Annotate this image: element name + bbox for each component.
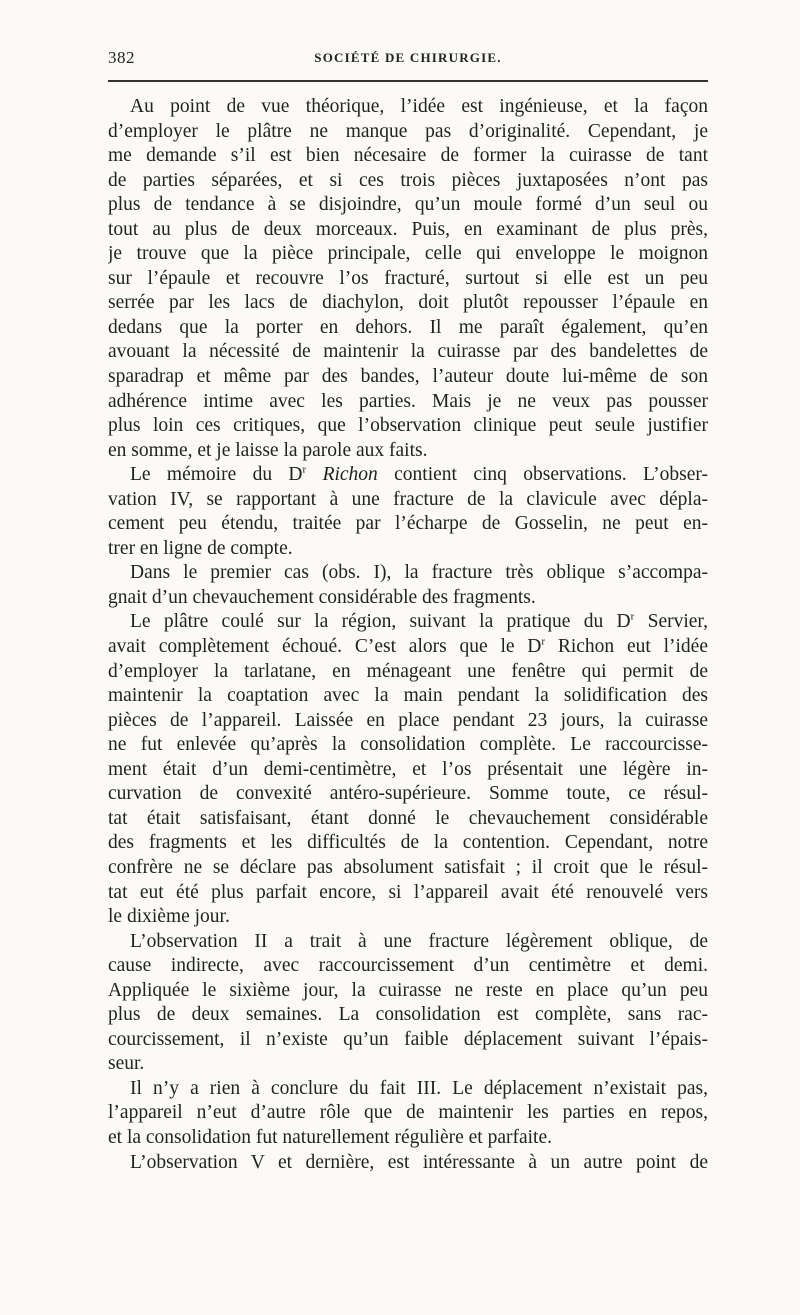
text-run: plus de tendance à se disjoindre, qu’un moule formé d’un seul ou bbox=[108, 194, 708, 216]
text-line bbox=[108, 635, 708, 660]
text-run: tout au plus de deux morceaux. Puis, en examinant de plus près, bbox=[108, 218, 708, 240]
text-run: confrère ne se déclare pas absolument satisfait ; il croit que le résul- bbox=[108, 856, 708, 878]
text-line bbox=[108, 1077, 708, 1102]
text-line bbox=[108, 856, 708, 881]
text-line bbox=[108, 758, 708, 783]
text-line bbox=[108, 831, 708, 856]
text-run: cement peu étendu, traitée par l’écharpe de Gosselin, ne peut en- bbox=[108, 513, 708, 535]
text-line bbox=[108, 782, 708, 807]
text-line bbox=[108, 1028, 708, 1053]
text-line bbox=[108, 979, 708, 1004]
text-line bbox=[108, 709, 708, 734]
text-run: plus loin ces critiques, que l’observation clinique peut seule justifier bbox=[108, 415, 708, 437]
text-line bbox=[108, 733, 708, 758]
text-run: je trouve que la pièce principale, celle qui enveloppe le moignon bbox=[108, 243, 708, 265]
superscript: r bbox=[630, 610, 635, 623]
text-run: vation IV, se rapportant à une fracture de la clavicule avec dépla- bbox=[108, 488, 708, 510]
text-line bbox=[108, 1052, 708, 1077]
text-run: de parties séparées, et si ces trois pièces juxtaposées n’ont pas bbox=[108, 169, 708, 191]
text-line bbox=[108, 488, 708, 513]
text-line bbox=[108, 1151, 708, 1176]
text-run: dedans que la porter en dehors. Il me paraît également, qu’en bbox=[108, 316, 708, 338]
text-line bbox=[108, 439, 708, 464]
text-run: ment était d’un demi-centimètre, et l’os présentait une légère in- bbox=[108, 758, 708, 780]
text-line bbox=[108, 881, 708, 906]
text-line bbox=[108, 807, 708, 832]
text-run: en somme, et je laisse la parole aux faits. bbox=[108, 439, 428, 461]
text-line bbox=[108, 95, 708, 120]
text-run: seur. bbox=[108, 1053, 145, 1075]
text-line bbox=[108, 390, 708, 415]
text-run: L’observation V et dernière, est intéressante à un autre point de bbox=[130, 1151, 708, 1173]
text-run: serrée par les lacs de diachylon, doit plutôt repousser l’épaule en bbox=[108, 292, 708, 314]
text-line bbox=[108, 1003, 708, 1028]
text-line bbox=[108, 1101, 708, 1126]
text-run: avait complètement échoué. C’est alors que le D bbox=[108, 636, 542, 658]
text-run: des fragments et les difficultés de la contention. Cependant, notre bbox=[108, 832, 708, 854]
text-line bbox=[108, 218, 708, 243]
text-line bbox=[108, 905, 708, 930]
text-run: contient cinq observations. L’obser- bbox=[377, 464, 708, 486]
text-run: avouant la nécessité de maintenir la cuirasse par des bandelettes de bbox=[108, 341, 708, 363]
text-line bbox=[108, 684, 708, 709]
header-rule bbox=[108, 80, 708, 82]
text-run: Au point de vue théorique, l’idée est ingénieuse, et la façon bbox=[130, 96, 708, 117]
text-run: Richon eut l’idée bbox=[545, 636, 708, 658]
text-line bbox=[108, 954, 708, 979]
text-line bbox=[108, 144, 708, 169]
text-line bbox=[108, 463, 708, 488]
text-run: gnait d’un chevauchement considérable des fragments. bbox=[108, 586, 536, 608]
text-run: trer en ligne de compte. bbox=[108, 537, 293, 559]
text-line bbox=[108, 512, 708, 537]
text-run: Le plâtre coulé sur la région, suivant la pratique du D bbox=[130, 611, 631, 633]
text-run: maintenir la coaptation avec la main pendant la solidification des bbox=[108, 685, 708, 707]
text-run: d’employer le plâtre ne manque pas d’originalité. Cependant, je bbox=[108, 120, 708, 142]
text-line bbox=[108, 120, 708, 145]
author-name: Richon bbox=[322, 464, 378, 486]
superscript: r bbox=[302, 463, 307, 476]
text-run: me demande s’il est bien nécesaire de former la cuirasse de tant bbox=[108, 145, 708, 167]
text-run: L’observation II a trait à une fracture légèrement oblique, de bbox=[130, 930, 708, 952]
running-head: SOCIÉTÉ DE CHIRURGIE. bbox=[314, 50, 502, 65]
text-run: cause indirecte, avec raccourcissement d’un centimètre et demi. bbox=[108, 955, 708, 977]
text-run: courcissement, il n’existe qu’un faible déplacement suivant l’épais- bbox=[108, 1028, 708, 1050]
text-run: et la consolidation fut naturellement régulière et parfaite. bbox=[108, 1126, 552, 1148]
text-run: pièces de l’appareil. Laissée en place pendant 23 jours, la cuirasse bbox=[108, 709, 708, 731]
body-text bbox=[108, 95, 708, 1175]
text-run: Le mémoire du D bbox=[130, 464, 303, 486]
text-run: Dans le premier cas (obs. I), la fracture très oblique s’accompa- bbox=[130, 562, 708, 584]
text-line bbox=[108, 242, 708, 267]
text-line bbox=[108, 660, 708, 685]
text-line bbox=[108, 537, 708, 562]
text-line bbox=[108, 291, 708, 316]
text-line bbox=[108, 930, 708, 955]
text-line bbox=[108, 365, 708, 390]
text-line bbox=[108, 414, 708, 439]
text-line bbox=[108, 267, 708, 292]
text-run: l’appareil n’eut d’autre rôle que de maintenir les parties en repos, bbox=[108, 1102, 708, 1124]
page-header bbox=[108, 48, 708, 70]
text-line bbox=[108, 340, 708, 365]
text-run: adhérence intime avec les parties. Mais je ne veux pas pousser bbox=[108, 390, 708, 412]
text-run: le dixième jour. bbox=[108, 906, 230, 928]
text-line bbox=[108, 610, 708, 635]
text-run: tat était satisfaisant, étant donné le chevauchement considérable bbox=[108, 807, 708, 829]
text-run: Il n’y a rien à conclure du fait III. Le déplacement n’existait pas, bbox=[130, 1077, 708, 1099]
text-run: sparadrap et même par des bandes, l’auteur doute lui-même de son bbox=[108, 366, 708, 388]
text-line bbox=[108, 316, 708, 341]
text-line bbox=[108, 169, 708, 194]
text-run: d’employer la tarlatane, en ménageant une fenêtre qui permit de bbox=[108, 660, 708, 682]
text-line bbox=[108, 586, 708, 611]
page-number: 382 bbox=[108, 48, 135, 67]
text-run: tat eut été plus parfait encore, si l’appareil avait été renouvelé vers bbox=[108, 881, 708, 903]
text-run: ne fut enlevée qu’après la consolidation complète. Le raccourcisse- bbox=[108, 734, 708, 756]
text-run: curvation de convexité antéro-supérieure. Somme toute, ce résul- bbox=[108, 783, 708, 805]
text-line bbox=[108, 561, 708, 586]
text-line bbox=[108, 193, 708, 218]
text-run: Servier, bbox=[634, 611, 708, 633]
text-run: Appliquée le sixième jour, la cuirasse ne reste en place qu’un peu bbox=[108, 979, 708, 1001]
text-run: plus de deux semaines. La consolidation est complète, sans rac- bbox=[108, 1004, 708, 1026]
superscript: r bbox=[541, 635, 546, 648]
text-run: sur l’épaule et recouvre l’os fracturé, surtout si elle est un peu bbox=[108, 267, 708, 289]
text-line bbox=[108, 1126, 708, 1151]
